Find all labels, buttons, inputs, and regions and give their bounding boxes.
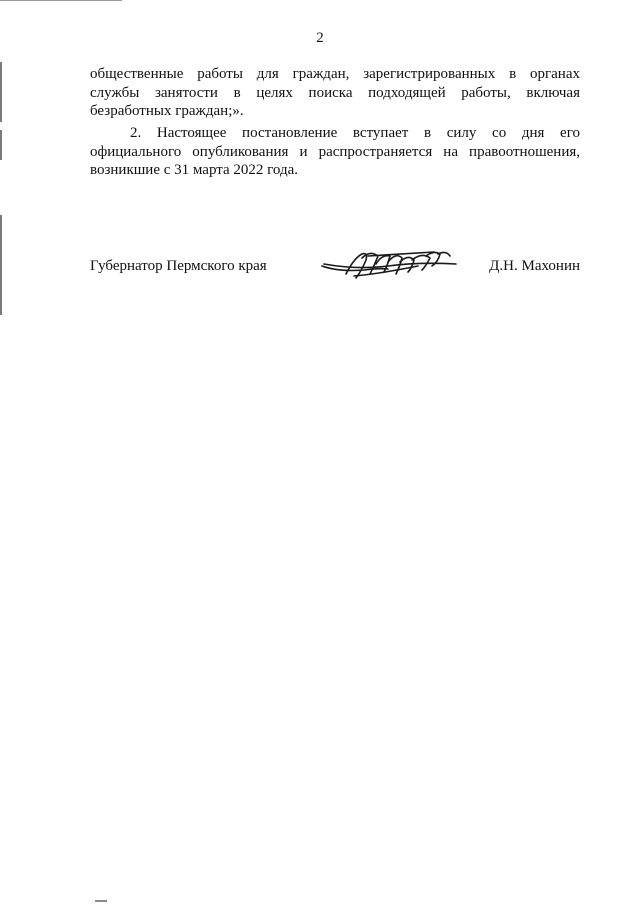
signatory-position: Губернатор Пермского края <box>90 258 267 274</box>
text-line: официального опубликования и распространяется на правоотношения, <box>90 143 580 160</box>
text-line: общественные работы для граждан, зарегистрированных в органах <box>90 66 580 82</box>
page-number: 2 <box>316 30 324 46</box>
scan-edge-mark <box>0 215 2 315</box>
scan-edge-line <box>0 0 122 1</box>
scan-edge-mark <box>95 900 107 902</box>
text-line: возникшие с 31 марта 2022 года. <box>90 162 299 178</box>
scan-edge-mark <box>0 62 2 122</box>
text-line: службы занятости в целях поиска подходящей работы, включая <box>90 84 580 101</box>
handwritten-signature <box>318 244 460 286</box>
signatory-name: Д.Н. Махонин <box>489 258 580 274</box>
paragraph-continuation <box>90 65 580 121</box>
scan-edge-mark <box>0 130 2 160</box>
signature-block <box>90 256 580 284</box>
paragraph-clause-2 <box>90 124 580 180</box>
text-line: 2. Настоящее постановление вступает в силу со дня его <box>130 125 580 141</box>
text-line: безработных граждан;». <box>90 103 244 119</box>
